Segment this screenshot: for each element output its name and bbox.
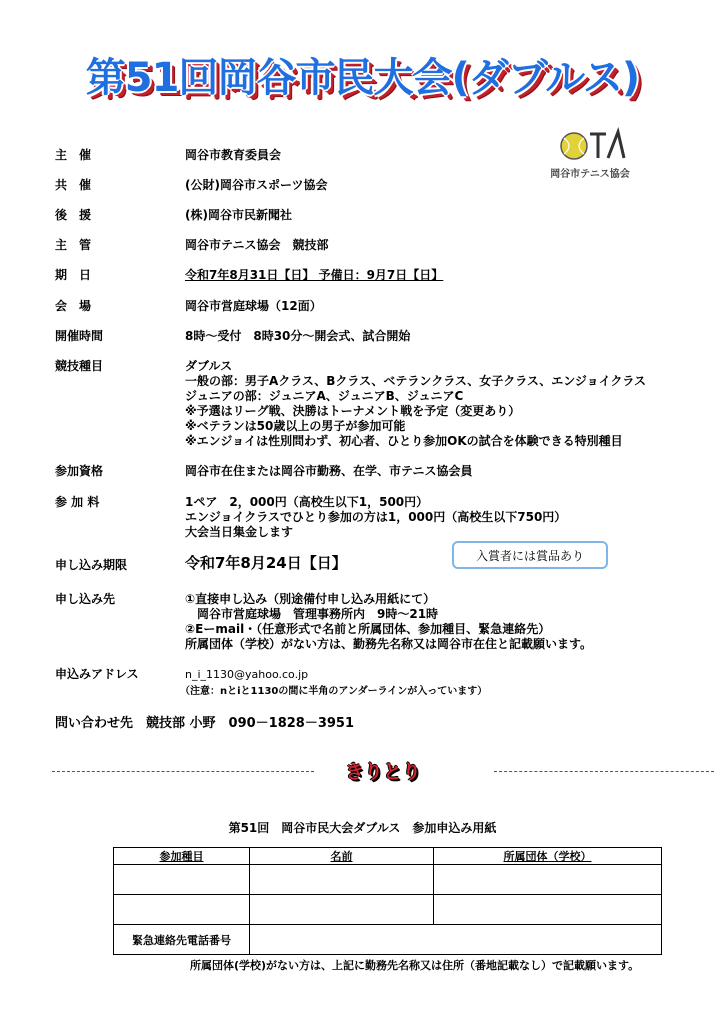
header-affiliation: 所属団体（学校） (434, 848, 662, 865)
row-value: ①直接申し込み（別途備付申し込み用紙にて） 岡谷市営庭球場 管理事務所内 9時～21時 ②Eーmail・（任意形式で名前と所属団体、参加種目、緊急連絡先） 所属団体（学校）がない方は、勤務先名称又は岡谷市在住と記載願います。 (185, 592, 593, 651)
row-value: ダブルス 一般の部：男子Aクラス、Bクラス、ベテランクラス、女子クラス、エンジョイクラス ジュニアの部：ジュニアA、ジュニアB、ジュニアC ※予選はリーグ戦、決勝はトーナメント戦を予定（変更あり） ※ベテランは50歳以上の男子が参加可能 ※エンジョイは性別問わず、初心者、ひとり参加OKの試合を体験できる特別種目 (185, 359, 647, 448)
row-value: 令和7年8月31日【日】 予備日：9月7日【日】 (185, 268, 444, 282)
form-footnote: 所属団体(学校)がない方は、上記に勤務先名称又は住所（番地記載なし）で記載願います。 (190, 959, 640, 972)
row-value: 8時～受付 8時30分～開会式、試合開始 (185, 329, 411, 343)
phone-field[interactable] (250, 925, 662, 955)
row-value: (公財)岡谷市スポーツ協会 (185, 178, 328, 192)
page-title: 第51回岡谷市民大会(ダブルス) (85, 55, 640, 101)
address-note: （注意：nとiと1130の間に半角のアンダーラインが入っています） (180, 686, 488, 697)
form-row (114, 895, 662, 925)
row-label: 開催時間 (55, 329, 104, 343)
row-label: 期 日 (55, 268, 92, 282)
row-value: 1ペア 2，000円（高校生以下1，500円） エンジョイクラスでひとり参加の方は1，000円（高校生以下750円） 大会当日集金します (185, 495, 567, 539)
row-label: 後 援 (55, 208, 92, 222)
event-field[interactable] (114, 895, 250, 925)
row-label: 参 加 料 (55, 495, 100, 509)
row-label: 共 催 (55, 178, 92, 192)
affiliation-field[interactable] (434, 865, 662, 895)
deadline-value: 令和7年8月24日【日】 (185, 554, 347, 572)
cut-line-left (52, 771, 314, 772)
header-name: 名前 (250, 848, 434, 865)
row-label: 主 催 (55, 148, 92, 162)
cut-line-right (494, 771, 714, 772)
contact-info: 問い合わせ先 競技部 小野 090－1828－3951 (55, 716, 355, 731)
row-label: 参加資格 (55, 464, 104, 478)
event-field[interactable] (114, 865, 250, 895)
header-event: 参加種目 (114, 848, 250, 865)
row-label: 主 管 (55, 238, 92, 252)
row-label: 申込みアドレス (55, 667, 139, 681)
email-address[interactable]: n_i_1130@yahoo.co.jp (185, 668, 309, 681)
name-field[interactable] (250, 865, 434, 895)
row-value: (株)岡谷市民新聞社 (185, 208, 292, 222)
affiliation-field[interactable] (434, 895, 662, 925)
logo-caption: 岡谷市テニス協会 (550, 169, 630, 180)
row-value: 岡谷市在住または岡谷市勤務、在学、市テニス協会員 (185, 464, 473, 478)
form-row (114, 865, 662, 895)
row-label: 会 場 (55, 299, 92, 313)
row-value: 岡谷市テニス協会 競技部 (185, 238, 329, 252)
name-field[interactable] (250, 895, 434, 925)
row-value: 岡谷市教育委員会 (185, 148, 282, 162)
row-label: 申し込み期限 (55, 558, 128, 572)
phone-label: 緊急連絡先電話番号 (114, 925, 250, 955)
cut-label: きりとり (345, 761, 422, 783)
row-value: 岡谷市営庭球場（12面） (185, 299, 322, 313)
row-label: 競技種目 (55, 359, 104, 373)
row-label: 申し込み先 (55, 592, 116, 606)
application-form-table (113, 847, 662, 955)
prize-note: 入賞者には賞品あり (452, 541, 608, 569)
form-title: 第51回 岡谷市民大会ダブルス 参加申込み用紙 (228, 821, 497, 835)
